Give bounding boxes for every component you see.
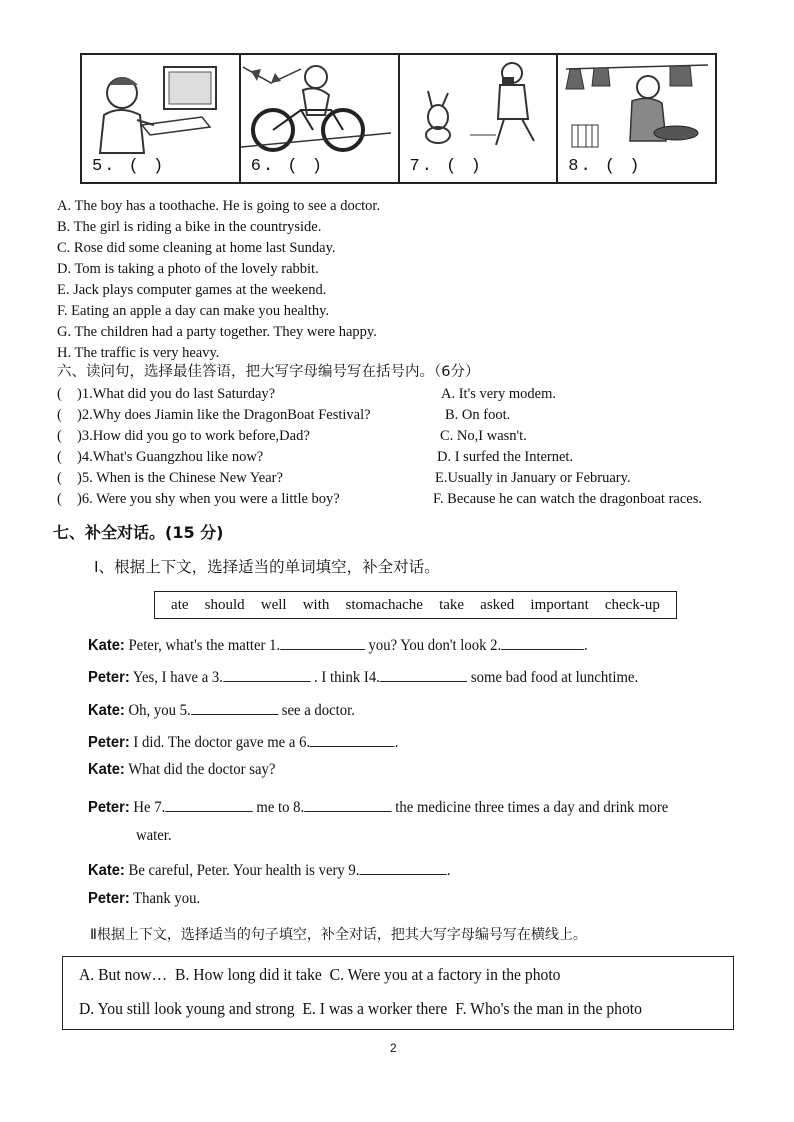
dialogue-text: Thank you. [133, 890, 201, 907]
word-bank-item: asked [480, 596, 515, 613]
answer-paren[interactable]: ( ) [128, 157, 166, 176]
dialogue-text: water. [136, 827, 172, 844]
answer-option: E.Usually in January or February. [435, 470, 631, 486]
word-bank-item: check-up [604, 596, 660, 613]
picture-number: 8. [568, 157, 593, 176]
picture-strip [80, 53, 717, 184]
dialogue-text: I did. The doctor gave me a [133, 734, 296, 751]
dialogue-text: Oh, you [128, 702, 176, 719]
answer-paren[interactable]: ( [57, 428, 62, 444]
dialogue-line [88, 794, 668, 817]
picture-6 [241, 55, 400, 182]
word-bank-item: stomachache [345, 596, 423, 613]
sentence-option-b: B. How long did it take [175, 965, 322, 984]
answer-option: C. No,I wasn't. [440, 428, 527, 444]
dialogue-text: you? You don't look [368, 637, 487, 654]
question-row [57, 405, 371, 425]
question-row [57, 384, 275, 404]
question-text: )6. Were you shy when you were a little boy? [77, 491, 340, 507]
word-bank-item: with [302, 596, 330, 613]
speaker-name: Kate: [88, 702, 125, 719]
answer-blank[interactable] [223, 664, 310, 682]
answer-paren[interactable]: ( [57, 449, 62, 465]
answer-blank[interactable] [501, 632, 584, 650]
question-text: )5. When is the Chinese New Year? [77, 470, 283, 486]
picture-number: 6. [250, 157, 276, 176]
speaker-name: Peter: [88, 734, 130, 751]
answer-paren[interactable]: ( [57, 470, 62, 486]
question-text: )4.What's Guangzhou like now? [77, 449, 264, 465]
sentence-option-d: D. You still look young and strong [79, 999, 295, 1018]
picture-number: 7. [409, 157, 434, 176]
dialogue-text: some bad food at lunchtime. [470, 669, 639, 686]
picture-number: 5. [92, 157, 117, 176]
question-row [57, 468, 283, 488]
answer-blank[interactable] [191, 697, 278, 715]
dialogue-text: see a doctor. [281, 702, 355, 719]
sentence-option-c: C. Were you at a factory in the photo [329, 965, 561, 984]
answer-option: D. I surfed the Internet. [437, 449, 574, 465]
answer-paren[interactable]: ( ) [446, 157, 483, 176]
dialogue-text: . I think I [314, 669, 369, 686]
dialogue-text: He [133, 799, 151, 816]
picture-8 [558, 55, 715, 182]
speaker-name: Peter: [88, 799, 130, 816]
sentence-option-e: E. I was a worker there [302, 999, 448, 1018]
part-1-title: Ⅰ、根据上下文，选择适当的单词填空，补全对话。 [94, 558, 440, 576]
answer-blank[interactable] [165, 794, 252, 812]
option-g: G. The children had a party together. They were happy. [57, 324, 377, 340]
sentence-bank [62, 956, 734, 1030]
dialogue-line [88, 632, 588, 655]
answer-blank[interactable] [380, 664, 467, 682]
word-bank [154, 591, 677, 619]
blank-number: 8. [293, 799, 305, 816]
answer-paren[interactable]: ( [57, 407, 62, 423]
blank-number: 4. [368, 669, 380, 686]
answer-paren[interactable]: ( ) [287, 157, 324, 176]
picture-5 [82, 55, 241, 182]
dialogue-line [88, 664, 638, 687]
answer-blank[interactable] [359, 857, 446, 875]
speaker-name: Peter: [88, 669, 130, 686]
dialogue-text: . [394, 734, 399, 751]
blank-number: 5. [179, 702, 191, 719]
dialogue-text: me to [256, 799, 290, 816]
speaker-name: Kate: [88, 637, 125, 654]
question-text: )1.What did you do last Saturday? [77, 386, 276, 402]
answer-paren[interactable]: ( [57, 491, 62, 507]
option-a: A. The boy has a toothache. He is going to see a doctor. [57, 198, 381, 214]
dialogue-line [88, 857, 451, 880]
question-text: )3.How did you go to work before,Dad? [77, 428, 310, 444]
answer-blank[interactable] [304, 794, 391, 812]
blank-number: 1. [269, 637, 281, 654]
question-row [57, 426, 310, 446]
word-bank-item: take [439, 596, 465, 613]
option-f: F. Eating an apple a day can make you healthy. [57, 303, 330, 319]
answer-paren[interactable]: ( ) [604, 157, 642, 176]
dialogue-text: What did the doctor say? [128, 761, 276, 778]
dialogue-text: Peter, what's the matter [128, 637, 266, 654]
blank-number: 9. [348, 862, 360, 879]
part-2-title: Ⅱ根据上下文，选择适当的句子填空，补全对话，把其大写字母编号写在横线上。 [90, 927, 587, 943]
option-d: D. Tom is taking a photo of the lovely rabbit. [57, 261, 319, 277]
section-6-title: 六、读问句，选择最佳答语，把大写字母编号写在括号内。（6分） [57, 364, 480, 380]
page-number: 2 [390, 1041, 397, 1055]
answer-option: A. It's very modem. [441, 386, 556, 402]
dialogue-line [88, 890, 200, 908]
blank-number: 2. [490, 637, 502, 654]
dialogue-text: . [583, 637, 588, 654]
word-bank-item: important [530, 596, 589, 613]
dialogue-text: Be careful, Peter. Your health is very [128, 862, 345, 879]
answer-blank[interactable] [310, 729, 395, 747]
sentence-row-1 [79, 965, 561, 985]
answer-option: F. Because he can watch the dragonboat races. [433, 491, 702, 507]
dialogue-text: Yes, I have a [132, 669, 209, 686]
blank-number: 3. [211, 669, 223, 686]
section-7-title: 七、补全对话。(15 分) [53, 523, 224, 542]
question-row [57, 489, 340, 509]
answer-blank[interactable] [280, 632, 365, 650]
picture-7 [400, 55, 559, 182]
option-e: E. Jack plays computer games at the weekend. [57, 282, 327, 298]
answer-option: B. On foot. [445, 407, 511, 423]
sentence-option-a: A. But now… [79, 965, 168, 984]
option-c: C. Rose did some cleaning at home last Sunday. [57, 240, 336, 256]
dialogue-line [88, 697, 355, 720]
answer-paren[interactable]: ( [57, 386, 62, 402]
sentence-option-f: F. Who's the man in the photo [455, 999, 642, 1018]
sentence-row-2 [79, 999, 642, 1019]
speaker-name: Kate: [88, 761, 125, 778]
dialogue-line [88, 729, 398, 752]
question-text: )2.Why does Jiamin like the DragonBoat Festival? [77, 407, 371, 423]
option-h: H. The traffic is very heavy. [57, 345, 220, 361]
dialogue-line [136, 827, 172, 845]
question-row [57, 447, 263, 467]
blank-number: 7. [154, 799, 166, 816]
blank-number: 6. [299, 734, 311, 751]
word-bank-item: should [204, 596, 245, 613]
dialogue-text: . [446, 862, 451, 879]
speaker-name: Peter: [88, 890, 130, 907]
dialogue-line [88, 761, 275, 779]
word-bank-item: well [260, 596, 287, 613]
word-bank-item: ate [171, 596, 189, 613]
speaker-name: Kate: [88, 862, 125, 879]
dialogue-text: the medicine three times a day and drink more [395, 799, 669, 816]
option-b: B. The girl is riding a bike in the countryside. [57, 219, 322, 235]
